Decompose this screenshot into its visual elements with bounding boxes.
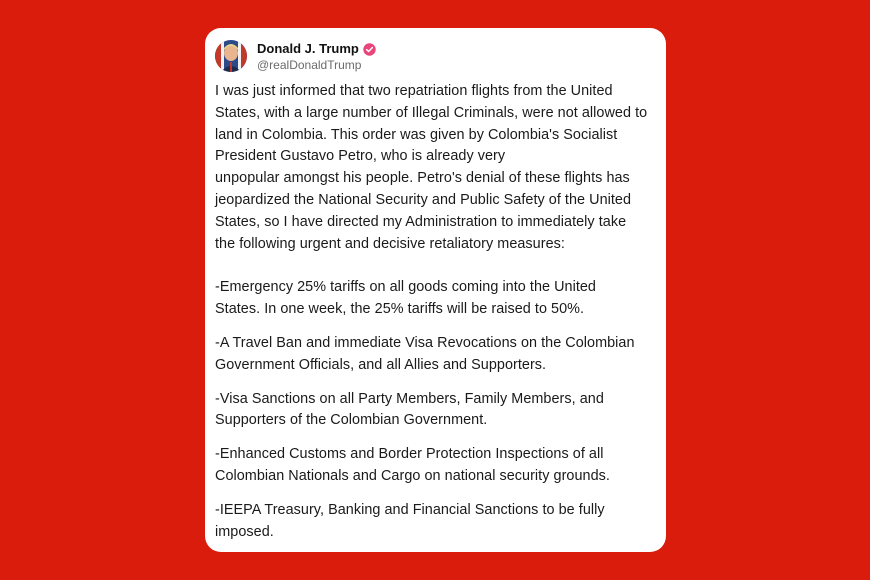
avatar[interactable] <box>215 40 247 72</box>
measure-item: -A Travel Ban and immediate Visa Revocations on the Colombian Government Officials, and all Allies and Supporters. <box>215 334 635 373</box>
measure-item: -Visa Sanctions on all Party Members, Family Members, and Supporters of the Colombian Government. <box>215 390 604 429</box>
post-card <box>205 28 666 552</box>
measure-item: -Enhanced Customs and Border Protection Inspections of all Colombian Nationals and Cargo on national security grounds. <box>215 446 610 484</box>
measures-list <box>215 277 656 543</box>
post-intro-text: I was just informed that two repatriation flights from the United States, with a large number of Illegal Criminals, were not allowed to land in Colombia. This order was given by Colombia's Socialist President Gustavo Petro, who is already very unpopular amongst his people. Petro's denial of these flights has jeopardized the National Security and Public Safety of the United States, so I have directed my Administration to immediately take the following urgent and decisive retaliatory measures: <box>215 83 648 252</box>
measure-item: -Emergency 25% tariffs on all goods coming into the United States. In one week, the 25% tariffs will be raised to 50%. <box>215 279 596 318</box>
post-body <box>215 81 656 543</box>
author-display-name[interactable]: Donald J. Trump <box>257 41 359 56</box>
verified-badge-icon <box>363 43 376 56</box>
name-row <box>257 41 376 57</box>
author-block <box>257 41 376 73</box>
measure-item: -IEEPA Treasury, Banking and Financial Sanctions to be fully imposed. <box>215 501 605 540</box>
author-handle[interactable]: @realDonaldTrump <box>257 58 362 72</box>
post-header <box>215 40 656 73</box>
